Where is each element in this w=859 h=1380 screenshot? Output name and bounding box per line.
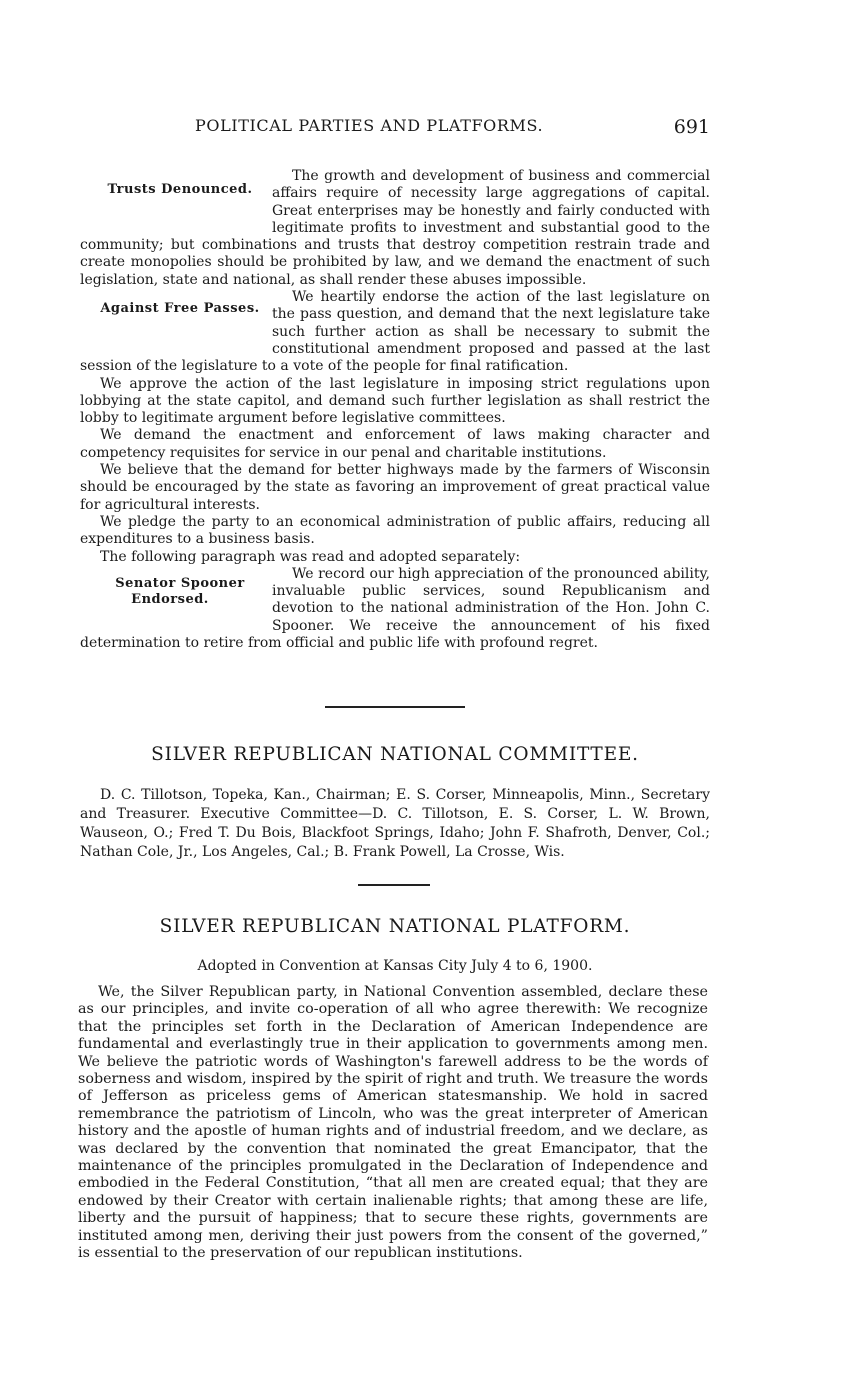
national-platform-title: SILVER REPUBLICAN NATIONAL PLATFORM. — [159, 916, 631, 937]
side-note-trusts: Trusts Denounced. — [107, 182, 253, 197]
committee-members: D. C. Tillotson, Topeka, Kan., Chairman; E. S. Corser, Minneapolis, Minn., Secretary and Treasurer. Executive Committee—D. C. Tillotson, E. S. Corser, L. W. Brown, Wauseon, O.; Fred T. Du Bois, Blackfoot Springs, Idaho; John F. Shafroth, Denver, Col.; Nathan Cole, Jr., Los Angeles, Cal.; B. Frank Powell, La Crosse, Wis. — [80, 787, 710, 860]
page-header — [80, 116, 710, 140]
paragraph-spooner — [80, 566, 710, 652]
paragraph-separately: The following paragraph was read and adopted separately: — [100, 548, 521, 565]
paragraph-highways: We believe that the demand for better highways made by the farmers of Wisconsin should be encouraged by the state as favoring an improvement of great practical value for agricultural interests. — [80, 462, 710, 513]
section-divider — [325, 706, 465, 708]
adopted-line: Adopted in Convention at Kansas City July 4 to 6, 1900. — [197, 958, 593, 974]
side-note-spooner: Senator Spooner Endorsed. — [115, 575, 245, 607]
section-divider-short — [358, 884, 430, 886]
paragraph-lobby: We approve the action of the last legislature in imposing strict regulations upon lobbying at the state capitol, and demand such further legislation as shall restrict the lobby to legitimate argument before legislative committees. — [80, 375, 710, 427]
paragraph-trusts — [80, 168, 710, 289]
page-number: 691 — [673, 116, 710, 138]
paragraph-spooner-text: We record our high appreciation of the pronounced ability, invaluable public services, sound Republicanism and devotion to the national administration of the Hon. John C. Spooner. We receive the announcement of his fixed determination to retire from official and public life with profound regret. — [80, 565, 710, 652]
prior-platform-text — [80, 168, 710, 652]
running-title: POLITICAL PARTIES AND PLATFORMS. — [195, 116, 544, 135]
paragraph-competency: We demand the enactment and enforcement of laws making character and competency requisites for service in our penal and charitable institutions. — [80, 427, 710, 461]
national-platform-text: We, the Silver Republican party, in National Convention assembled, declare these as our principles, and invite co-operation of all who agree therewith: We recognize that the principles set forth in the Declaration of American Independence are fundamental and everlastingly true in their application to governments among men. We believe the patriotic words of Washington's farewell address to be the words of soberness and wisdom, inspired by the spirit of right and truth. We treasure the words of Jefferson as priceless gems of American statesmanship. We hold in sacred remembrance the patriotism of Lincoln, who was the great interpreter of American history and the apostle of human rights and of industrial freedom, and we declare, as was declared by the convention that nominated the great Emancipator, that the maintenance of the principles promulgated in the Declaration of Independence and embodied in the Federal Constitution, “that all men are created equal; that they are endowed by their Creator with certain inalienable rights; that among these are life, liberty and the pursuit of happiness; that to secure these rights, governments are instituted among men, deriving their just powers from the consent of the governed,” is essential to the preservation of our republican institutions. — [78, 984, 708, 1262]
paragraph-passes-text: We heartily endorse the action of the last legislature on the pass question, and demand that the next legislature take such further action as shall be necessary to submit the constitutional amendment proposed and passed at the last session of the legislature to a vote of the people for final ratification. — [80, 289, 710, 375]
paragraph-passes — [80, 289, 710, 375]
side-note-passes: Against Free Passes. — [100, 301, 260, 317]
paragraph-trusts-text: The growth and development of business and commercial affairs require of necessity large aggregations of capital. Great enterprises may be honestly and fairly conducted with legitimate profits to investment and substantial good to the community; but combinations and trusts that destroy competition restrain trade and create monopolies should be prohibited by law, and we demand the enactment of such legislation, state and national, as shall render these abuses impossible. — [80, 168, 710, 288]
committee-title: SILVER REPUBLICAN NATIONAL COMMITTEE. — [151, 744, 639, 765]
paragraph-economy: We pledge the party to an economical administration of public affairs, reducing all expenditures to a business basis. — [80, 513, 710, 548]
